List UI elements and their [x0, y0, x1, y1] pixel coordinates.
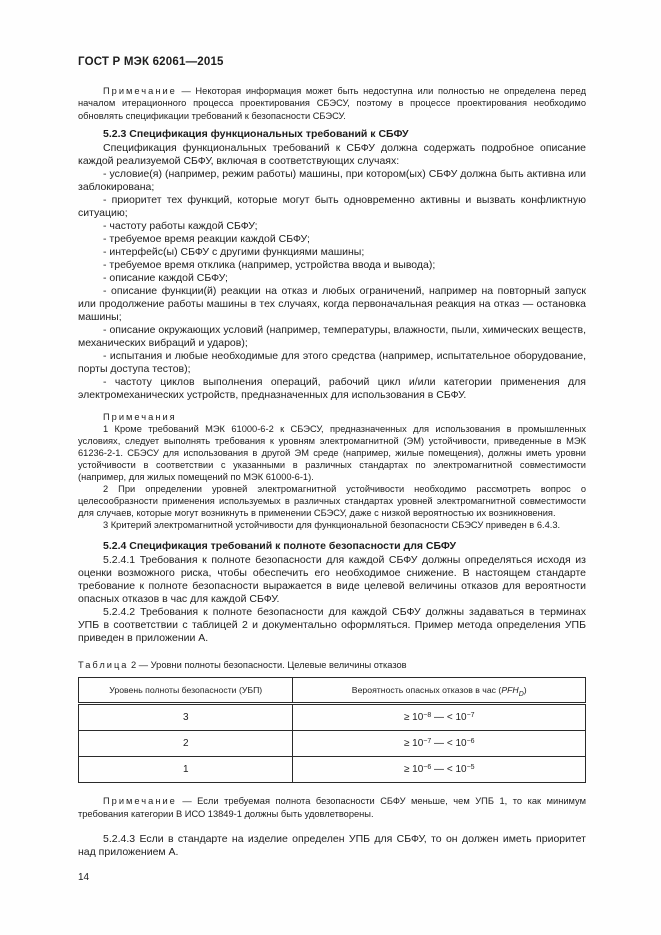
- note-item: 2 При определении уровней электромагнитной устойчивости необходимо рассмотреть вопрос о целесообразности применения используемых в различных стандартах уровней электромагнитной совместимости для случаев, которые могут возникнуть в применении СБЭСУ, даже с низкой вероятностью их возникновения.: [78, 484, 586, 519]
- pfh-range-cell: [293, 731, 586, 757]
- range-ge-exp: −6: [423, 763, 432, 771]
- section-heading-524: 5.2.4 Спецификация требований к полноте безопасности для СБФУ: [103, 540, 457, 553]
- sil-level-cell: 3: [79, 704, 293, 731]
- range-sep: —: [431, 712, 447, 724]
- notes-block: [78, 411, 586, 531]
- table-row: [79, 757, 586, 783]
- paragraph-5242: 5.2.4.2 Требования к полноте безопасности для каждой СБФУ должны задаваться в терминах УПБ в соответствии с таблицей 2 и документально оформляться. Пример метода определения УПБ приведен в приложении А.: [78, 606, 586, 645]
- intro-note-label: Примечание: [103, 86, 177, 96]
- range-ge: ≥ 10: [403, 712, 424, 724]
- list-item: - испытания и любые необходимые для этого средства (например, испытательное оборудование, порты доступа тестов);: [78, 350, 586, 376]
- list-item: - частоту циклов выполнения операций, рабочий цикл и/или категории применения для электромеханических устройств, предназначенных для использования в СБФУ.: [78, 376, 586, 402]
- col-header-pfh: [293, 678, 586, 704]
- range-lt: < 10: [446, 764, 467, 776]
- list-item: - описание окружающих условий (например, температуры, влажности, пыли, химических веществ, механических вибраций и ударов);: [78, 324, 586, 350]
- list-item: - требуемое время реакции каждой СБФУ;: [103, 233, 310, 246]
- col-header-sil-level: Уровень полноты безопасности (УБП): [79, 678, 293, 704]
- page-number: 14: [78, 872, 90, 884]
- table-row: [79, 731, 586, 757]
- intro-note: [78, 85, 586, 122]
- list-item: - интерфейс(ы) СБФУ с другими функциями машины;: [103, 246, 365, 259]
- list-item: - приоритет тех функций, которые могут быть одновременно активны и вызвать конфликтную ситуацию;: [78, 194, 586, 220]
- list-item: - требуемое время отклика (например, устройства ввода и вывода);: [103, 259, 436, 272]
- pfh-range-cell: [293, 704, 586, 731]
- table-caption: [78, 659, 586, 671]
- pfh-header-sub: D: [518, 690, 524, 698]
- section-523-intro: Спецификация функциональных требований к СБФУ должна содержать подробное описание каждой реализуемой СБФУ, включая в соответствующих случаях:: [78, 142, 586, 168]
- list-item: - частоту работы каждой СБФУ;: [103, 220, 258, 233]
- note-item: 3 Критерий электромагнитной устойчивости для функциональной безопасности СБЭСУ приведен в 6.4.3.: [103, 520, 561, 531]
- list-item: - описание функции(й) реакции на отказ и любых ограничений, например на повторный запуск или продолжение работы машины в тех случаях, когда первоначальная реакция на отказ — остановка машины;: [78, 285, 586, 324]
- range-lt-exp: −5: [466, 763, 475, 771]
- range-sep: —: [431, 738, 447, 750]
- note-item: 1 Кроме требований МЭК 61000-6-2 к СБЭСУ, предназначенных для использования в промышленных условиях, следует выполнять требования к уровням электромагнитной (ЭМ) устойчивости, приведенные в МЭК 61236-2-1. СБЭСУ для использования в другой ЭМ среде (например, жилые помещения), должны иметь уровни устойчивости в соответствии с указанными в различных стандартах по электромагнитной совместимости (например, для жилых помещений по МЭК 61000-6-1).: [78, 424, 586, 483]
- table-caption-text: 2 — Уровни полноты безопасности. Целевые величины отказов: [128, 660, 407, 671]
- range-lt: < 10: [446, 712, 467, 724]
- notes-block-label: [78, 411, 586, 423]
- sil-level-cell: 1: [79, 757, 293, 783]
- range-lt-exp: −6: [466, 737, 475, 745]
- document-title: ГОСТ Р МЭК 62061—2015: [78, 56, 224, 68]
- table-note-text: — Если требуемая полнота безопасности СБФУ меньше, чем УПБ 1, то как минимум требования категории В ИСО 13849-1 должны быть удовлетворены.: [78, 796, 586, 819]
- pfh-range-cell: [293, 757, 586, 783]
- range-ge-exp: −8: [423, 711, 432, 719]
- range-lt: < 10: [446, 738, 467, 750]
- paragraph-5243: 5.2.4.3 Если в стандарте на изделие определен УПБ для СБФУ, то он должен иметь приоритет над приложением А.: [78, 833, 586, 859]
- page-content: [78, 56, 586, 883]
- table-row: [79, 704, 586, 731]
- table-header-row: [79, 678, 586, 704]
- list-item: - условие(я) (например, режим работы) машины, при котором(ых) СБФУ должна быть активна или заблокирована;: [78, 168, 586, 194]
- paragraph-5241: 5.2.4.1 Требования к полноте безопасности для каждой СБФУ должны определяться исходя из оценки возможного риска, чтобы обеспечить его необходимое снижение. В настоящем стандарте требование к полноте безопасности выражается в виде целевой величины отказов для вероятности опасных отказов в час для каждой СБФУ.: [78, 554, 586, 606]
- range-sep: —: [431, 764, 447, 776]
- pfh-header-var: PFH: [501, 685, 519, 696]
- range-ge-exp: −7: [423, 737, 432, 745]
- list-item: - описание каждой СБФУ;: [103, 272, 228, 285]
- range-ge: ≥ 10: [403, 738, 424, 750]
- sil-table: [78, 677, 586, 783]
- intro-note-text: — Некоторая информация может быть недоступна или полностью не определена перед началом итерационного процесса проектирования СБЭСУ, поэтому в процессе проектирования необходимо обновлять спецификации требований к безопасности СБЭСУ.: [78, 86, 586, 121]
- table-caption-label: Таблица: [78, 660, 129, 671]
- sil-level-cell: 2: [79, 731, 293, 757]
- table-note: [78, 795, 586, 820]
- section-heading-523: 5.2.3 Спецификация функциональных требований к СБФУ: [103, 128, 409, 141]
- pfh-header-prefix: Вероятность опасных отказов в час (: [351, 685, 502, 696]
- notes-block-label-text: Примечания: [103, 412, 177, 423]
- range-ge: ≥ 10: [403, 764, 424, 776]
- range-lt-exp: −7: [466, 711, 475, 719]
- table-note-label: Примечание: [103, 796, 177, 807]
- pfh-header-suffix: ): [523, 685, 527, 696]
